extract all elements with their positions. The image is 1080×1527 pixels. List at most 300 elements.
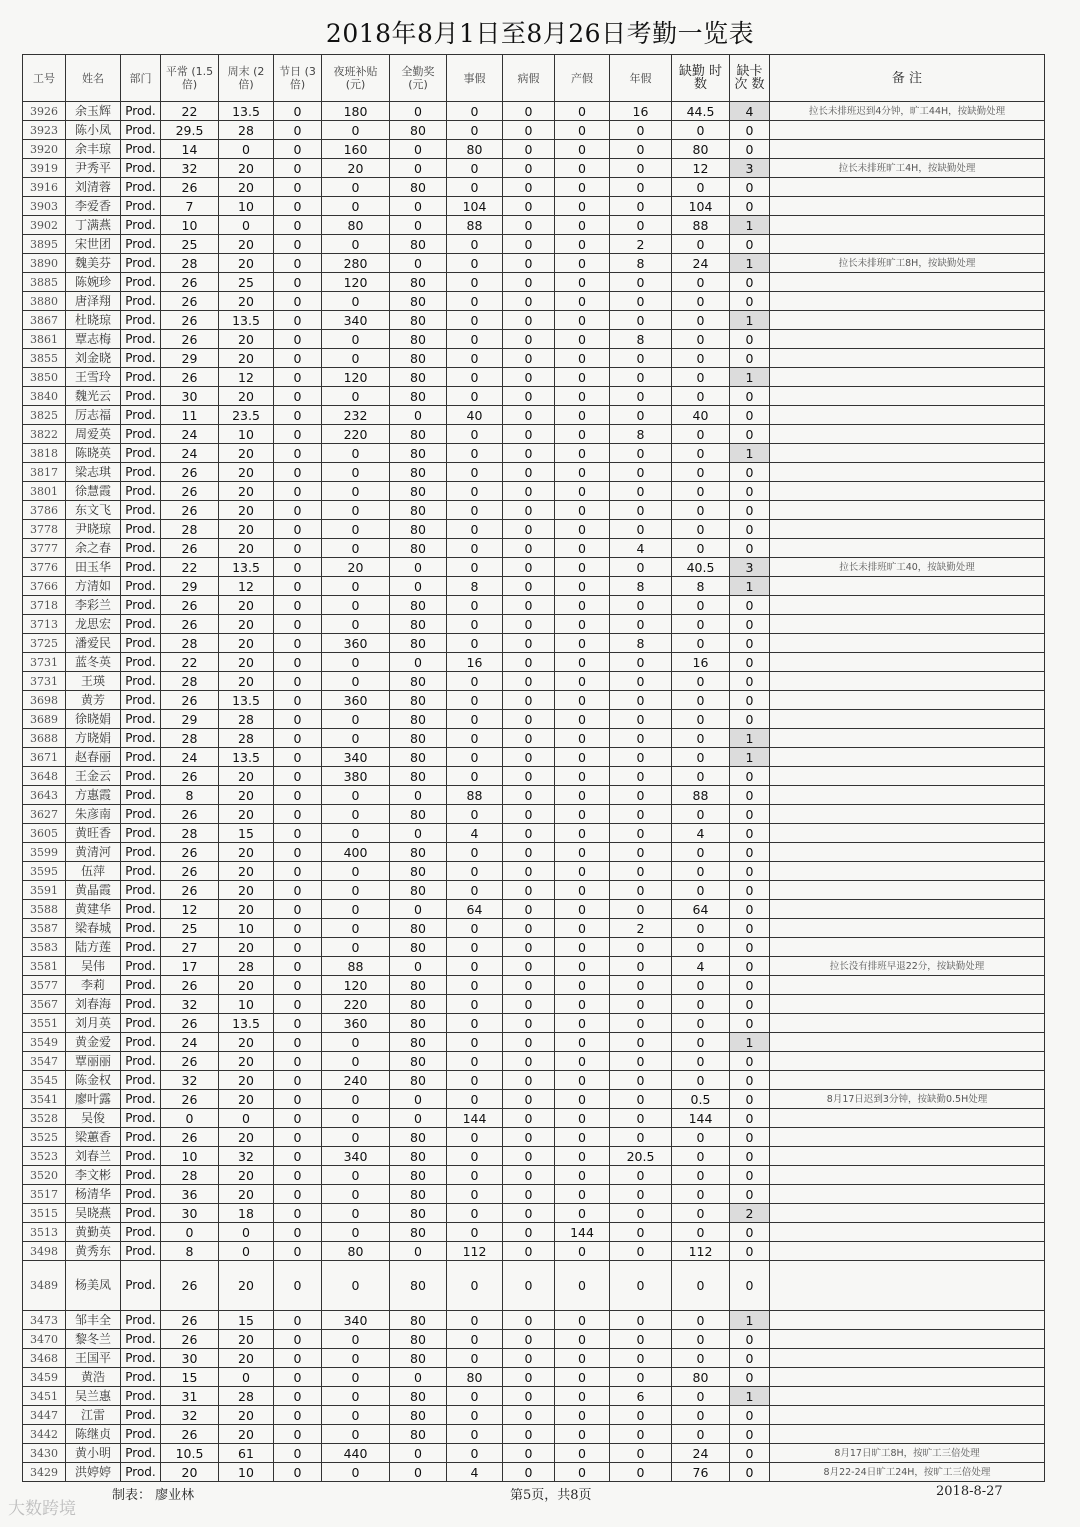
employee-id-cell: 3442: [23, 1425, 66, 1444]
value-cell: 0: [274, 843, 322, 862]
missed-punch-cell: 0: [730, 406, 770, 425]
value-cell: 0: [555, 235, 610, 254]
value-cell: 0: [503, 995, 555, 1014]
value-cell: 0: [555, 444, 610, 463]
value-cell: 0: [672, 596, 730, 615]
value-cell: 0: [555, 387, 610, 406]
employee-id-cell: 3923: [23, 121, 66, 140]
missed-punch-cell: 0: [730, 1349, 770, 1368]
value-cell: 0: [322, 387, 390, 406]
value-cell: 0: [219, 140, 274, 159]
value-cell: 0: [672, 710, 730, 729]
value-cell: 0: [555, 1311, 610, 1330]
value-cell: 8: [610, 254, 672, 273]
value-cell: 0: [555, 976, 610, 995]
employee-id-cell: 3547: [23, 1052, 66, 1071]
missed-punch-cell: 0: [730, 1463, 770, 1482]
value-cell: 0: [503, 1185, 555, 1204]
employee-name-cell: 吴俊: [66, 1109, 121, 1128]
table-row: [23, 843, 1045, 862]
employee-id-cell: 3731: [23, 653, 66, 672]
value-cell: 80: [390, 1349, 447, 1368]
value-cell: 0: [503, 463, 555, 482]
employee-id-cell: 3430: [23, 1444, 66, 1463]
employee-name-cell: 李文彬: [66, 1166, 121, 1185]
value-cell: 0: [322, 482, 390, 501]
value-cell: 0: [672, 1128, 730, 1147]
value-cell: 0: [274, 216, 322, 235]
value-cell: 80: [390, 710, 447, 729]
value-cell: 22: [161, 102, 219, 121]
value-cell: 0: [322, 1463, 390, 1482]
value-cell: 0: [503, 577, 555, 596]
employee-id-cell: 3648: [23, 767, 66, 786]
value-cell: 20: [219, 1330, 274, 1349]
value-cell: 0: [555, 900, 610, 919]
value-cell: 20: [219, 900, 274, 919]
value-cell: 26: [161, 330, 219, 349]
remark-cell: [770, 1349, 1045, 1368]
employee-id-cell: 3840: [23, 387, 66, 406]
value-cell: 0: [610, 881, 672, 900]
value-cell: 32: [161, 159, 219, 178]
value-cell: 0: [447, 558, 503, 577]
table-row: [23, 1368, 1045, 1387]
value-cell: 0: [447, 368, 503, 387]
missed-punch-cell: 0: [730, 1109, 770, 1128]
value-cell: 25: [161, 919, 219, 938]
employee-id-cell: 3447: [23, 1406, 66, 1425]
employee-name-cell: 王雪玲: [66, 368, 121, 387]
table-row: [23, 596, 1045, 615]
value-cell: 13.5: [219, 102, 274, 121]
value-cell: 29: [161, 349, 219, 368]
value-cell: 120: [322, 368, 390, 387]
value-cell: 0: [390, 1090, 447, 1109]
value-cell: 0: [390, 140, 447, 159]
value-cell: 0: [503, 957, 555, 976]
missed-punch-cell: 0: [730, 805, 770, 824]
value-cell: 0: [274, 1052, 322, 1071]
value-cell: 144: [555, 1223, 610, 1242]
table-row: [23, 1109, 1045, 1128]
value-cell: 0: [555, 1014, 610, 1033]
value-cell: 80: [390, 520, 447, 539]
remark-cell: [770, 520, 1045, 539]
value-cell: 20: [219, 1406, 274, 1425]
value-cell: 0: [555, 729, 610, 748]
value-cell: 0: [610, 1090, 672, 1109]
value-cell: 20: [219, 805, 274, 824]
value-cell: 0: [274, 178, 322, 197]
value-cell: 0: [390, 1368, 447, 1387]
value-cell: 0: [555, 1444, 610, 1463]
value-cell: 20: [219, 1261, 274, 1311]
value-cell: 0: [555, 558, 610, 577]
value-cell: 26: [161, 1090, 219, 1109]
value-cell: 88: [447, 216, 503, 235]
value-cell: 80: [390, 862, 447, 881]
missed-punch-cell: 1: [730, 216, 770, 235]
value-cell: 8: [447, 577, 503, 596]
value-cell: 0: [503, 824, 555, 843]
value-cell: 0: [555, 1147, 610, 1166]
remark-cell: [770, 748, 1045, 767]
value-cell: 0: [274, 919, 322, 938]
value-cell: 0: [274, 121, 322, 140]
value-cell: 29: [161, 710, 219, 729]
value-cell: 0: [610, 558, 672, 577]
value-cell: 0: [447, 102, 503, 121]
value-cell: 0: [274, 634, 322, 653]
value-cell: 0: [447, 976, 503, 995]
value-cell: 0: [672, 1261, 730, 1311]
value-cell: 0: [447, 1425, 503, 1444]
value-cell: 13.5: [219, 558, 274, 577]
table-row: [23, 425, 1045, 444]
department-cell: Prod.: [121, 1368, 161, 1387]
value-cell: 0: [555, 843, 610, 862]
remark-cell: [770, 292, 1045, 311]
value-cell: 0: [555, 273, 610, 292]
value-cell: 0: [610, 805, 672, 824]
missed-punch-cell: 1: [730, 1387, 770, 1406]
value-cell: 0: [503, 615, 555, 634]
value-cell: 80: [390, 1387, 447, 1406]
value-cell: 80: [390, 387, 447, 406]
remark-cell: [770, 596, 1045, 615]
value-cell: 0: [610, 672, 672, 691]
department-cell: Prod.: [121, 1311, 161, 1330]
value-cell: 24: [161, 748, 219, 767]
value-cell: 0: [390, 159, 447, 178]
value-cell: 80: [390, 995, 447, 1014]
employee-name-cell: 梁春城: [66, 919, 121, 938]
missed-punch-cell: 0: [730, 273, 770, 292]
value-cell: 0: [672, 444, 730, 463]
value-cell: 80: [390, 539, 447, 558]
value-cell: 88: [672, 216, 730, 235]
value-cell: 0: [503, 634, 555, 653]
employee-name-cell: 黄浩: [66, 1368, 121, 1387]
value-cell: 0: [447, 1330, 503, 1349]
value-cell: 0: [610, 976, 672, 995]
value-cell: 8: [610, 634, 672, 653]
value-cell: 0: [610, 1071, 672, 1090]
value-cell: 8: [610, 425, 672, 444]
employee-name-cell: 江雷: [66, 1406, 121, 1425]
value-cell: 0: [672, 1014, 730, 1033]
remark-cell: [770, 387, 1045, 406]
department-cell: Prod.: [121, 1071, 161, 1090]
value-cell: 0: [610, 596, 672, 615]
employee-name-cell: 黄金爱: [66, 1033, 121, 1052]
value-cell: 0: [672, 805, 730, 824]
value-cell: 80: [390, 596, 447, 615]
value-cell: 0: [447, 634, 503, 653]
value-cell: 0: [322, 1033, 390, 1052]
value-cell: 20: [219, 387, 274, 406]
value-cell: 0: [274, 330, 322, 349]
department-cell: Prod.: [121, 1349, 161, 1368]
department-cell: Prod.: [121, 995, 161, 1014]
remark-cell: [770, 235, 1045, 254]
department-cell: Prod.: [121, 235, 161, 254]
value-cell: 4: [672, 957, 730, 976]
department-cell: Prod.: [121, 1185, 161, 1204]
value-cell: 40.5: [672, 558, 730, 577]
value-cell: 80: [390, 1033, 447, 1052]
remark-cell: [770, 1261, 1045, 1311]
value-cell: 0: [322, 235, 390, 254]
value-cell: 0: [447, 1311, 503, 1330]
employee-id-cell: 3525: [23, 1128, 66, 1147]
value-cell: 0: [672, 881, 730, 900]
value-cell: 0: [322, 520, 390, 539]
value-cell: 0: [503, 254, 555, 273]
column-header: 平常 (1.5倍): [161, 55, 219, 102]
table-row: [23, 805, 1045, 824]
column-header: 全勤奖 (元): [390, 55, 447, 102]
value-cell: 26: [161, 482, 219, 501]
value-cell: 0: [555, 140, 610, 159]
missed-punch-cell: 0: [730, 178, 770, 197]
value-cell: 0: [274, 1425, 322, 1444]
value-cell: 0: [503, 349, 555, 368]
employee-id-cell: 3903: [23, 197, 66, 216]
department-cell: Prod.: [121, 615, 161, 634]
value-cell: 0: [610, 1223, 672, 1242]
value-cell: 26: [161, 368, 219, 387]
employee-id-cell: 3713: [23, 615, 66, 634]
value-cell: 0: [610, 1052, 672, 1071]
column-header: 事假: [447, 55, 503, 102]
employee-id-cell: 3718: [23, 596, 66, 615]
value-cell: 20: [219, 1052, 274, 1071]
value-cell: 0: [555, 786, 610, 805]
missed-punch-cell: 0: [730, 938, 770, 957]
value-cell: 2: [610, 919, 672, 938]
value-cell: 0: [555, 539, 610, 558]
table-row: [23, 1330, 1045, 1349]
missed-punch-cell: 1: [730, 748, 770, 767]
value-cell: 0: [274, 995, 322, 1014]
value-cell: 0: [274, 1166, 322, 1185]
value-cell: 0: [274, 444, 322, 463]
value-cell: 0: [503, 406, 555, 425]
value-cell: 0: [672, 311, 730, 330]
value-cell: 0: [672, 368, 730, 387]
column-header: 产假: [555, 55, 610, 102]
value-cell: 10.5: [161, 1444, 219, 1463]
employee-name-cell: 覃丽丽: [66, 1052, 121, 1071]
value-cell: 0: [322, 1090, 390, 1109]
value-cell: 26: [161, 1052, 219, 1071]
employee-id-cell: 3468: [23, 1349, 66, 1368]
value-cell: 20: [219, 501, 274, 520]
value-cell: 80: [390, 938, 447, 957]
value-cell: 76: [672, 1463, 730, 1482]
employee-id-cell: 3498: [23, 1242, 66, 1261]
department-cell: Prod.: [121, 1090, 161, 1109]
value-cell: 6: [610, 1387, 672, 1406]
value-cell: 22: [161, 558, 219, 577]
employee-name-cell: 廖叶露: [66, 1090, 121, 1109]
value-cell: 0: [390, 577, 447, 596]
employee-name-cell: 吴晓燕: [66, 1204, 121, 1223]
value-cell: 20: [219, 235, 274, 254]
employee-name-cell: 黄小明: [66, 1444, 121, 1463]
value-cell: 24: [672, 1444, 730, 1463]
remark-cell: [770, 311, 1045, 330]
remark-cell: [770, 482, 1045, 501]
department-cell: Prod.: [121, 729, 161, 748]
department-cell: Prod.: [121, 140, 161, 159]
value-cell: 0: [610, 843, 672, 862]
table-row: [23, 995, 1045, 1014]
employee-name-cell: 东文飞: [66, 501, 121, 520]
value-cell: 0: [274, 501, 322, 520]
employee-name-cell: 尹秀平: [66, 159, 121, 178]
remark-cell: [770, 140, 1045, 159]
value-cell: 0: [555, 254, 610, 273]
remark-cell: [770, 444, 1045, 463]
table-row: [23, 254, 1045, 273]
value-cell: 0: [672, 273, 730, 292]
employee-id-cell: 3895: [23, 235, 66, 254]
value-cell: 180: [322, 102, 390, 121]
table-row: [23, 1349, 1045, 1368]
value-cell: 0: [555, 1425, 610, 1444]
value-cell: 80: [390, 178, 447, 197]
department-cell: Prod.: [121, 938, 161, 957]
value-cell: 26: [161, 178, 219, 197]
value-cell: 0: [274, 1368, 322, 1387]
employee-id-cell: 3786: [23, 501, 66, 520]
missed-punch-cell: 3: [730, 159, 770, 178]
value-cell: 20: [219, 520, 274, 539]
value-cell: 80: [390, 1311, 447, 1330]
value-cell: 0: [555, 824, 610, 843]
value-cell: 0: [555, 1330, 610, 1349]
table-row: [23, 729, 1045, 748]
value-cell: 0: [447, 482, 503, 501]
footer-date: 2018-8-27: [936, 1484, 1003, 1499]
missed-punch-cell: 0: [730, 653, 770, 672]
value-cell: 0: [672, 729, 730, 748]
value-cell: 29: [161, 577, 219, 596]
value-cell: 12: [219, 577, 274, 596]
table-row: [23, 159, 1045, 178]
value-cell: 0: [447, 1406, 503, 1425]
employee-id-cell: 3517: [23, 1185, 66, 1204]
employee-name-cell: 黄清河: [66, 843, 121, 862]
value-cell: 0: [672, 615, 730, 634]
value-cell: 26: [161, 292, 219, 311]
footer-maker: 制表： 廖业林: [112, 1488, 195, 1503]
value-cell: 0: [447, 805, 503, 824]
value-cell: 13.5: [219, 311, 274, 330]
value-cell: 0: [322, 539, 390, 558]
value-cell: 0: [322, 900, 390, 919]
value-cell: 0: [447, 862, 503, 881]
remark-cell: [770, 615, 1045, 634]
value-cell: 0: [503, 1261, 555, 1311]
missed-punch-cell: 0: [730, 235, 770, 254]
value-cell: 80: [390, 1204, 447, 1223]
value-cell: 30: [161, 387, 219, 406]
value-cell: 0: [161, 1223, 219, 1242]
value-cell: 80: [390, 482, 447, 501]
value-cell: 0: [447, 330, 503, 349]
department-cell: Prod.: [121, 159, 161, 178]
value-cell: 0: [274, 159, 322, 178]
value-cell: 0: [322, 862, 390, 881]
value-cell: 0: [503, 1387, 555, 1406]
value-cell: 0: [447, 1387, 503, 1406]
value-cell: 0: [447, 311, 503, 330]
value-cell: 0: [610, 1242, 672, 1261]
table-row: [23, 558, 1045, 577]
value-cell: 440: [322, 1444, 390, 1463]
value-cell: 0: [274, 710, 322, 729]
value-cell: 16: [610, 102, 672, 121]
table-row: [23, 919, 1045, 938]
value-cell: 0: [274, 957, 322, 976]
value-cell: 32: [161, 1406, 219, 1425]
value-cell: 80: [390, 121, 447, 140]
missed-punch-cell: 0: [730, 1090, 770, 1109]
value-cell: 27: [161, 938, 219, 957]
missed-punch-cell: 0: [730, 824, 770, 843]
missed-punch-cell: 0: [730, 1406, 770, 1425]
missed-punch-cell: 0: [730, 1261, 770, 1311]
table-row: [23, 786, 1045, 805]
value-cell: 120: [322, 273, 390, 292]
value-cell: 14: [161, 140, 219, 159]
value-cell: 0: [555, 1463, 610, 1482]
value-cell: 10: [161, 216, 219, 235]
employee-id-cell: 3688: [23, 729, 66, 748]
department-cell: Prod.: [121, 482, 161, 501]
employee-name-cell: 黄建华: [66, 900, 121, 919]
value-cell: 4: [447, 1463, 503, 1482]
value-cell: 32: [219, 1147, 274, 1166]
value-cell: 0: [610, 862, 672, 881]
table-row: [23, 102, 1045, 121]
value-cell: 0: [447, 1090, 503, 1109]
value-cell: 0: [274, 900, 322, 919]
value-cell: 0: [322, 292, 390, 311]
table-row: [23, 900, 1045, 919]
department-cell: Prod.: [121, 1261, 161, 1311]
value-cell: 0: [555, 368, 610, 387]
employee-name-cell: 魏美芬: [66, 254, 121, 273]
value-cell: 0: [672, 672, 730, 691]
value-cell: 80: [390, 1261, 447, 1311]
value-cell: 7: [161, 197, 219, 216]
remark-cell: 8月17日迟到3分钟，按缺勤0.5H处理: [770, 1090, 1045, 1109]
value-cell: 0: [555, 577, 610, 596]
table-row: [23, 330, 1045, 349]
value-cell: 0: [503, 140, 555, 159]
value-cell: 0: [555, 1242, 610, 1261]
missed-punch-cell: 0: [730, 615, 770, 634]
value-cell: 80: [322, 1242, 390, 1261]
value-cell: 0: [219, 1242, 274, 1261]
value-cell: 0: [555, 672, 610, 691]
remark-cell: [770, 1128, 1045, 1147]
